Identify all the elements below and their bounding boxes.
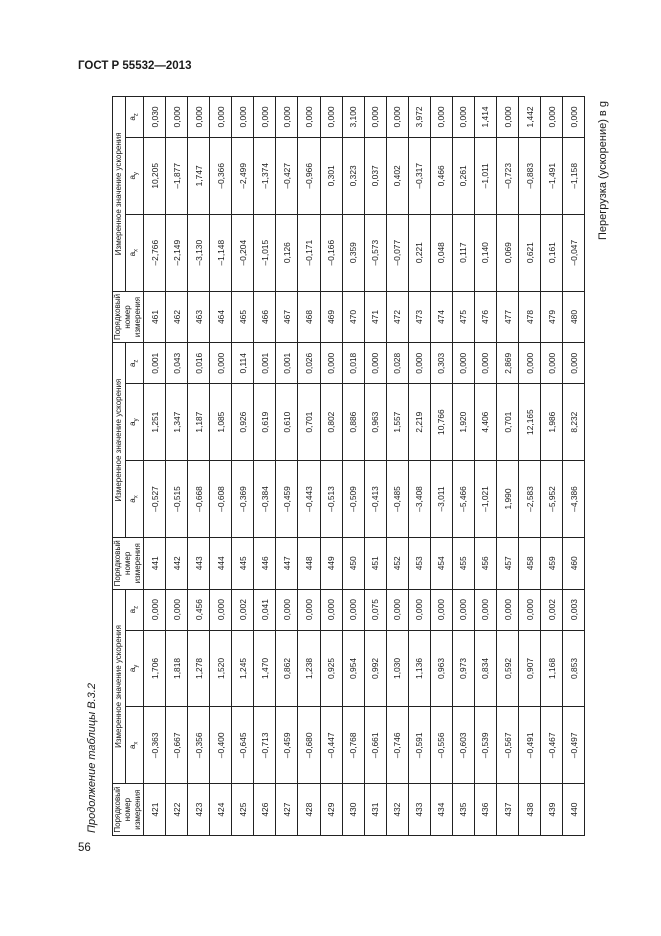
accel-x-cell: –1,015 — [254, 214, 276, 291]
accel-x-cell: 0,359 — [342, 214, 364, 291]
accel-x-cell: –0,513 — [320, 461, 342, 538]
axis-z-header: $a_z$ — [126, 589, 144, 630]
accel-y-cell: 0,853 — [563, 630, 585, 707]
axis-y-header: $a_y$ — [126, 630, 144, 707]
accel-z-cell: 0,043 — [166, 343, 188, 384]
accel-y-cell: 1,030 — [386, 630, 408, 707]
accel-x-cell: –2,583 — [519, 461, 541, 538]
measurement-number-cell: 467 — [276, 291, 298, 343]
table-row — [386, 97, 408, 836]
measurement-number-cell: 471 — [364, 291, 386, 343]
accel-y-cell: 0,701 — [497, 384, 519, 461]
table-row — [474, 97, 496, 836]
accel-x-cell: –3,130 — [188, 214, 210, 291]
accel-x-cell: –0,363 — [144, 707, 166, 784]
accel-x-cell: –0,567 — [497, 707, 519, 784]
accel-z-cell: 0,000 — [474, 343, 496, 384]
accel-y-cell: –1,011 — [474, 137, 496, 214]
table-row — [144, 97, 166, 836]
accel-x-cell: –3,408 — [408, 461, 430, 538]
table-row — [188, 97, 210, 836]
accel-z-cell: 0,000 — [320, 343, 342, 384]
accel-z-cell: 0,000 — [408, 589, 430, 630]
table-row — [254, 97, 276, 836]
accel-x-cell: –1,148 — [210, 214, 232, 291]
accel-x-cell: 0,117 — [452, 214, 474, 291]
number-column-header: Порядковый номер измерения — [113, 537, 144, 589]
measurement-number-cell: 451 — [364, 537, 386, 589]
accel-z-cell: 3,972 — [408, 97, 430, 138]
accel-y-cell: 0,261 — [452, 137, 474, 214]
measurement-number-cell: 422 — [166, 784, 188, 836]
accel-z-cell: 0,030 — [144, 97, 166, 138]
accel-x-cell: –0,369 — [232, 461, 254, 538]
accel-y-cell: 10,766 — [430, 384, 452, 461]
accel-x-cell: –0,768 — [342, 707, 364, 784]
accel-x-cell: –0,573 — [364, 214, 386, 291]
accel-z-cell: 0,000 — [210, 343, 232, 384]
accel-x-cell: –0,171 — [298, 214, 320, 291]
accel-z-cell: 0,303 — [430, 343, 452, 384]
accel-x-cell: –0,077 — [386, 214, 408, 291]
accel-z-cell: 0,000 — [254, 97, 276, 138]
axis-x-header: $a_x$ — [126, 461, 144, 538]
page-number: 56 — [78, 842, 91, 854]
measurement-number-cell: 449 — [320, 537, 342, 589]
accel-y-cell: –0,966 — [298, 137, 320, 214]
accel-z-cell: 0,000 — [497, 589, 519, 630]
measurement-number-cell: 452 — [386, 537, 408, 589]
table-header — [113, 97, 144, 836]
accel-y-cell: 0,610 — [276, 384, 298, 461]
measurement-number-cell: 461 — [144, 291, 166, 343]
measurement-number-cell: 445 — [232, 537, 254, 589]
accel-y-cell: 1,520 — [210, 630, 232, 707]
accel-x-cell: –2,149 — [166, 214, 188, 291]
measurement-number-cell: 480 — [563, 291, 585, 343]
accel-y-cell: 0,992 — [364, 630, 386, 707]
accel-x-cell: –0,459 — [276, 461, 298, 538]
accel-x-cell: –0,400 — [210, 707, 232, 784]
accel-z-cell: 0,000 — [188, 97, 210, 138]
accel-z-cell: 0,000 — [320, 589, 342, 630]
document-id: ГОСТ Р 55532—2013 — [78, 60, 192, 72]
accel-y-cell: 0,466 — [430, 137, 452, 214]
rotated-table-frame — [112, 96, 580, 836]
measurement-number-cell: 462 — [166, 291, 188, 343]
accel-x-cell: –0,485 — [386, 461, 408, 538]
accel-y-cell: 1,245 — [232, 630, 254, 707]
measurement-number-cell: 434 — [430, 784, 452, 836]
accel-x-cell: –0,497 — [563, 707, 585, 784]
accel-y-cell: 1,085 — [210, 384, 232, 461]
accel-x-cell: –0,447 — [320, 707, 342, 784]
measurement-number-cell: 428 — [298, 784, 320, 836]
accel-y-cell: 0,862 — [276, 630, 298, 707]
measurement-number-cell: 421 — [144, 784, 166, 836]
accel-x-cell: –5,952 — [541, 461, 563, 538]
accel-x-cell: –0,047 — [563, 214, 585, 291]
measurement-number-cell: 436 — [474, 784, 496, 836]
accel-z-cell: 0,000 — [474, 589, 496, 630]
measurement-number-cell: 440 — [563, 784, 585, 836]
accel-x-cell: –0,539 — [474, 707, 496, 784]
number-column-header: Порядковый номер измерения — [113, 784, 144, 836]
accel-y-cell: –1,374 — [254, 137, 276, 214]
measurement-number-cell: 469 — [320, 291, 342, 343]
accel-z-cell: 0,000 — [166, 97, 188, 138]
accel-z-cell: 0,000 — [452, 589, 474, 630]
accel-z-cell: 0,000 — [452, 343, 474, 384]
accel-y-cell: 2,219 — [408, 384, 430, 461]
accel-z-cell: 0,000 — [563, 343, 585, 384]
accel-y-cell: 0,834 — [474, 630, 496, 707]
accel-y-cell: 1,706 — [144, 630, 166, 707]
accel-x-cell: –0,556 — [430, 707, 452, 784]
accel-y-cell: 0,925 — [320, 630, 342, 707]
measurement-number-cell: 478 — [519, 291, 541, 343]
value-group-header: Измеренное значение ускорения — [113, 589, 126, 784]
accel-y-cell: –0,427 — [276, 137, 298, 214]
accel-y-cell: 1,168 — [541, 630, 563, 707]
measurement-number-cell: 448 — [298, 537, 320, 589]
table-body — [144, 97, 585, 836]
table-row — [166, 97, 188, 836]
accel-y-cell: 1,187 — [188, 384, 210, 461]
accel-z-cell: 0,000 — [298, 589, 320, 630]
header-row-groups — [113, 97, 126, 836]
table-row — [541, 97, 563, 836]
measurement-number-cell: 454 — [430, 537, 452, 589]
accel-z-cell: 0,000 — [166, 589, 188, 630]
table-row — [452, 97, 474, 836]
accel-x-cell: –5,466 — [452, 461, 474, 538]
table-row — [430, 97, 452, 836]
accel-y-cell: 0,037 — [364, 137, 386, 214]
measurement-number-cell: 453 — [408, 537, 430, 589]
accel-x-cell: –0,591 — [408, 707, 430, 784]
accel-z-cell: 0,000 — [430, 589, 452, 630]
table-row — [232, 97, 254, 836]
accel-x-cell: –0,680 — [298, 707, 320, 784]
measurement-number-cell: 433 — [408, 784, 430, 836]
accel-y-cell: 1,136 — [408, 630, 430, 707]
accel-y-cell: 1,818 — [166, 630, 188, 707]
accel-y-cell: 0,954 — [342, 630, 364, 707]
table-row — [519, 97, 541, 836]
measurement-number-cell: 432 — [386, 784, 408, 836]
measurement-number-cell: 476 — [474, 291, 496, 343]
accel-z-cell: 0,000 — [342, 589, 364, 630]
accel-x-cell: –0,608 — [210, 461, 232, 538]
accel-z-cell: 0,002 — [541, 589, 563, 630]
accel-x-cell: –0,667 — [166, 707, 188, 784]
measurement-number-cell: 460 — [563, 537, 585, 589]
accel-y-cell: 10,205 — [144, 137, 166, 214]
axis-y-header: $a_y$ — [126, 137, 144, 214]
measurement-number-cell: 435 — [452, 784, 474, 836]
accel-y-cell: 0,963 — [364, 384, 386, 461]
table-row — [320, 97, 342, 836]
accel-z-cell: 0,002 — [232, 589, 254, 630]
accel-z-cell: 0,000 — [563, 97, 585, 138]
accel-y-cell: –0,317 — [408, 137, 430, 214]
accel-x-cell: –0,527 — [144, 461, 166, 538]
table-continuation-caption: Продолжение таблицы В.3.2 — [86, 683, 98, 833]
accel-x-cell: –0,661 — [364, 707, 386, 784]
accel-x-cell: 0,221 — [408, 214, 430, 291]
accel-y-cell: 0,973 — [452, 630, 474, 707]
accel-y-cell: 0,886 — [342, 384, 364, 461]
accel-y-cell: 0,802 — [320, 384, 342, 461]
accel-z-cell: 0,075 — [364, 589, 386, 630]
accel-x-cell: 0,048 — [430, 214, 452, 291]
accel-y-cell: 12,165 — [519, 384, 541, 461]
measurement-number-cell: 442 — [166, 537, 188, 589]
accel-z-cell: 0,000 — [408, 343, 430, 384]
accel-z-cell: 0,001 — [144, 343, 166, 384]
measurement-number-cell: 465 — [232, 291, 254, 343]
accel-z-cell: 0,000 — [298, 97, 320, 138]
accel-z-cell: 0,000 — [430, 97, 452, 138]
measurement-number-cell: 438 — [519, 784, 541, 836]
measurement-number-cell: 470 — [342, 291, 364, 343]
accel-x-cell: 0,140 — [474, 214, 496, 291]
accel-z-cell: 0,001 — [276, 343, 298, 384]
measurement-number-cell: 468 — [298, 291, 320, 343]
accel-z-cell: 0,000 — [232, 97, 254, 138]
measurement-number-cell: 455 — [452, 537, 474, 589]
accel-x-cell: –0,713 — [254, 707, 276, 784]
accel-y-cell: –1,491 — [541, 137, 563, 214]
axis-y-header: $a_y$ — [126, 384, 144, 461]
accel-z-cell: 0,003 — [563, 589, 585, 630]
accel-y-cell: 0,963 — [430, 630, 452, 707]
accel-z-cell: 0,000 — [519, 343, 541, 384]
accel-z-cell: 0,000 — [276, 97, 298, 138]
accel-x-cell: –0,204 — [232, 214, 254, 291]
accel-x-cell: –0,603 — [452, 707, 474, 784]
accel-y-cell: 0,592 — [497, 630, 519, 707]
table-row — [210, 97, 232, 836]
accel-y-cell: –1,158 — [563, 137, 585, 214]
accel-x-cell: 0,161 — [541, 214, 563, 291]
measurement-number-cell: 472 — [386, 291, 408, 343]
measurement-number-cell: 457 — [497, 537, 519, 589]
accel-y-cell: 1,557 — [386, 384, 408, 461]
measurement-number-cell: 429 — [320, 784, 342, 836]
accel-y-cell: –0,883 — [519, 137, 541, 214]
accel-y-cell: 1,238 — [298, 630, 320, 707]
accel-y-cell: –0,366 — [210, 137, 232, 214]
measurement-number-cell: 474 — [430, 291, 452, 343]
measurement-number-cell: 424 — [210, 784, 232, 836]
measurement-number-cell: 458 — [519, 537, 541, 589]
measurement-number-cell: 473 — [408, 291, 430, 343]
axis-z-header: $a_z$ — [126, 97, 144, 138]
accel-z-cell: 0,000 — [541, 343, 563, 384]
accel-x-cell: –0,515 — [166, 461, 188, 538]
accel-z-cell: 1,414 — [474, 97, 496, 138]
measurement-number-cell: 477 — [497, 291, 519, 343]
accel-x-cell: –0,467 — [541, 707, 563, 784]
accel-z-cell: 0,018 — [342, 343, 364, 384]
measurement-number-cell: 456 — [474, 537, 496, 589]
table-row — [298, 97, 320, 836]
accel-z-cell: 0,456 — [188, 589, 210, 630]
number-column-header: Порядковый номер измерения — [113, 291, 144, 343]
accel-y-cell: 0,701 — [298, 384, 320, 461]
axis-z-header: $a_z$ — [126, 343, 144, 384]
axis-x-header: $a_x$ — [126, 214, 144, 291]
accel-x-cell: –0,166 — [320, 214, 342, 291]
accel-y-cell: 0,323 — [342, 137, 364, 214]
measurement-number-cell: 425 — [232, 784, 254, 836]
measurement-number-cell: 446 — [254, 537, 276, 589]
measurement-number-cell: 463 — [188, 291, 210, 343]
accel-y-cell: –0,723 — [497, 137, 519, 214]
accel-x-cell: –0,413 — [364, 461, 386, 538]
accel-x-cell: –1,021 — [474, 461, 496, 538]
accel-y-cell: 0,619 — [254, 384, 276, 461]
measurement-number-cell: 475 — [452, 291, 474, 343]
accel-x-cell: –0,746 — [386, 707, 408, 784]
accel-x-cell: –0,491 — [519, 707, 541, 784]
measurement-number-cell: 439 — [541, 784, 563, 836]
accel-x-cell: –0,384 — [254, 461, 276, 538]
accel-z-cell: 0,000 — [320, 97, 342, 138]
accel-z-cell: 0,000 — [364, 97, 386, 138]
accel-y-cell: 1,278 — [188, 630, 210, 707]
accel-z-cell: 0,000 — [497, 97, 519, 138]
accel-z-cell: 0,000 — [364, 343, 386, 384]
accel-y-cell: 1,251 — [144, 384, 166, 461]
accel-x-cell: –0,459 — [276, 707, 298, 784]
value-group-header: Измеренное значение ускорения — [113, 97, 126, 292]
accel-y-cell: 0,301 — [320, 137, 342, 214]
accel-x-cell: –3,011 — [430, 461, 452, 538]
accel-z-cell: 0,000 — [210, 589, 232, 630]
accel-z-cell: 3,100 — [342, 97, 364, 138]
accel-y-cell: 0,926 — [232, 384, 254, 461]
accel-x-cell: –0,356 — [188, 707, 210, 784]
accel-x-cell: 0,621 — [519, 214, 541, 291]
accel-z-cell: 0,041 — [254, 589, 276, 630]
measurement-number-cell: 459 — [541, 537, 563, 589]
measurement-number-cell: 444 — [210, 537, 232, 589]
accel-z-cell: 0,026 — [298, 343, 320, 384]
accel-x-cell: –0,443 — [298, 461, 320, 538]
accel-z-cell: 0,000 — [386, 97, 408, 138]
accel-z-cell: 0,000 — [276, 589, 298, 630]
accel-x-cell: –0,509 — [342, 461, 364, 538]
table-row — [342, 97, 364, 836]
axis-x-header: $a_x$ — [126, 707, 144, 784]
header-row-axes — [126, 97, 144, 836]
accel-z-cell: 0,016 — [188, 343, 210, 384]
accel-z-cell: 2,869 — [497, 343, 519, 384]
accel-z-cell: 0,000 — [210, 97, 232, 138]
value-group-header: Измеренное значение ускорения — [113, 343, 126, 538]
accel-y-cell: 1,986 — [541, 384, 563, 461]
accel-z-cell: 1,442 — [519, 97, 541, 138]
accel-x-cell: 0,069 — [497, 214, 519, 291]
accel-x-cell: 0,126 — [276, 214, 298, 291]
accel-x-cell: –2,766 — [144, 214, 166, 291]
measurement-number-cell: 443 — [188, 537, 210, 589]
measurement-number-cell: 466 — [254, 291, 276, 343]
accel-y-cell: 4,406 — [474, 384, 496, 461]
accel-x-cell: 1,990 — [497, 461, 519, 538]
accel-y-cell: 1,470 — [254, 630, 276, 707]
measurement-number-cell: 479 — [541, 291, 563, 343]
accel-z-cell: 0,000 — [519, 589, 541, 630]
measurement-number-cell: 450 — [342, 537, 364, 589]
table-row — [563, 97, 585, 836]
accel-y-cell: 8,232 — [563, 384, 585, 461]
accel-z-cell: 0,000 — [452, 97, 474, 138]
accel-z-cell: 0,114 — [232, 343, 254, 384]
accel-x-cell: –0,668 — [188, 461, 210, 538]
measurement-number-cell: 430 — [342, 784, 364, 836]
measurement-number-cell: 464 — [210, 291, 232, 343]
accel-x-cell: –4,386 — [563, 461, 585, 538]
measurement-number-cell: 426 — [254, 784, 276, 836]
accel-z-cell: 0,000 — [386, 589, 408, 630]
table-row — [276, 97, 298, 836]
accel-z-cell: 0,000 — [541, 97, 563, 138]
accel-y-cell: –2,499 — [232, 137, 254, 214]
table-row — [364, 97, 386, 836]
table-row — [497, 97, 519, 836]
accel-y-cell: 0,907 — [519, 630, 541, 707]
table-row — [408, 97, 430, 836]
accel-y-cell: 0,402 — [386, 137, 408, 214]
measurement-number-cell: 437 — [497, 784, 519, 836]
measurement-number-cell: 441 — [144, 537, 166, 589]
accel-y-cell: 1,347 — [166, 384, 188, 461]
measurement-number-cell: 427 — [276, 784, 298, 836]
overload-units-caption: Перегрузка (ускорение) в g — [597, 101, 609, 240]
measurement-number-cell: 447 — [276, 537, 298, 589]
measurement-number-cell: 423 — [188, 784, 210, 836]
accel-z-cell: 0,001 — [254, 343, 276, 384]
acceleration-table — [112, 96, 585, 836]
accel-y-cell: 1,920 — [452, 384, 474, 461]
measurement-number-cell: 431 — [364, 784, 386, 836]
accel-y-cell: 1,747 — [188, 137, 210, 214]
accel-x-cell: –0,645 — [232, 707, 254, 784]
accel-z-cell: 0,028 — [386, 343, 408, 384]
accel-z-cell: 0,000 — [144, 589, 166, 630]
accel-y-cell: –1,877 — [166, 137, 188, 214]
